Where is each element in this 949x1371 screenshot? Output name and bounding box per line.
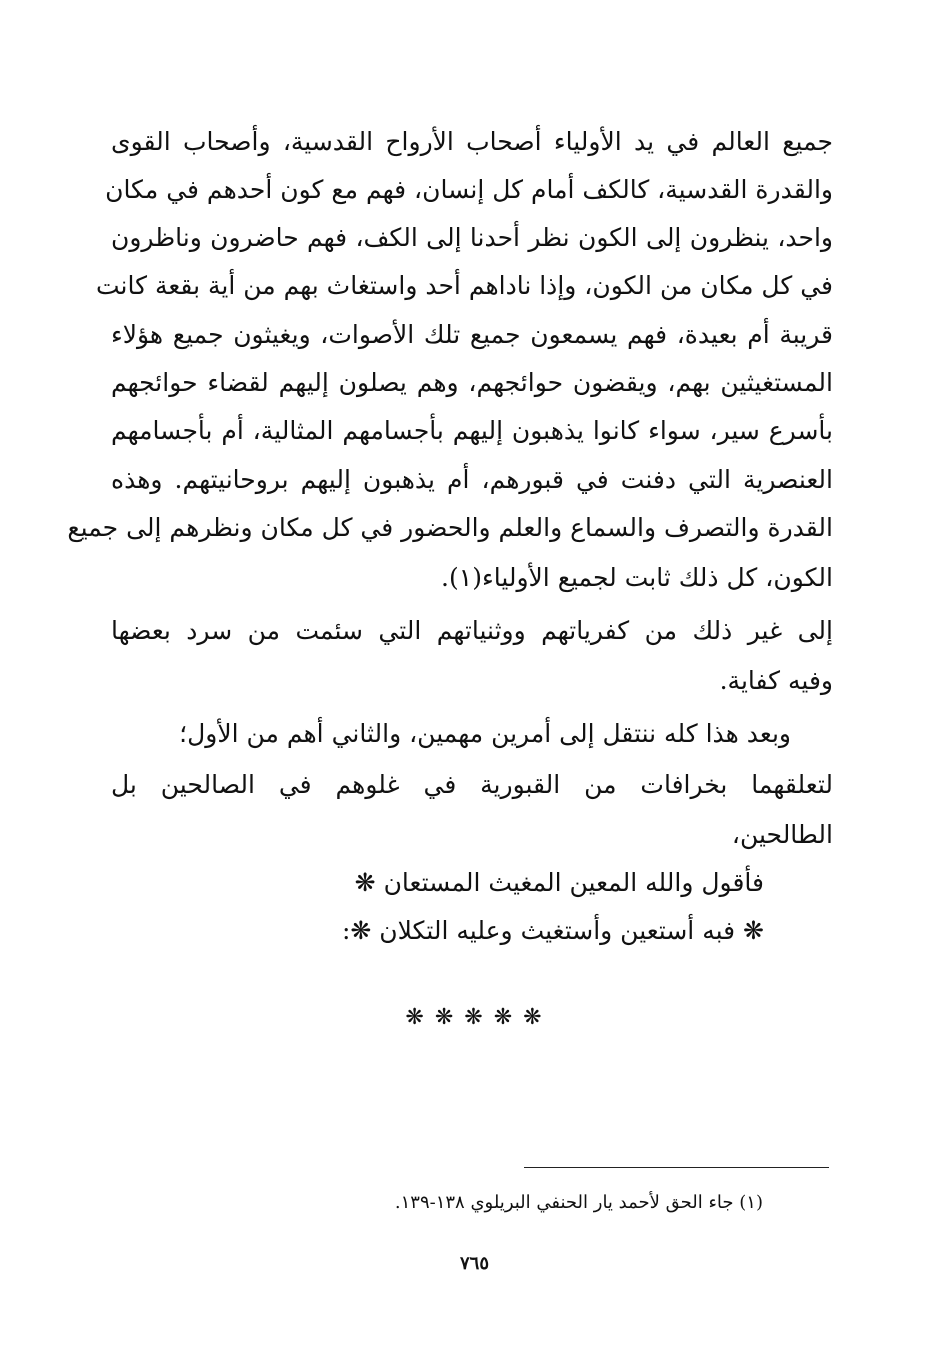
body-line: جميع العالم في يد الأولياء أصحاب الأرواح القدسية، وأصحاب القوى [111,127,833,156]
body-line: وفيه كفاية. [719,666,833,695]
body-line: واحد، ينظرون إلى الكون نظر أحدنا إلى الكف، فهم حاضرون وناظرون [111,223,833,252]
verse-line: ❋ فبه أستعين وأستغيث وعليه التكلان ❋: [341,916,764,945]
body-line: إلى غير ذلك من كفرياتهم ووثنياتهم التي سئمت من سرد بعضها [111,616,833,645]
body-line: قريبة أم بعيدة، فهم يسمعون جميع تلك الأصوات، ويغيثون جميع هؤلاء [111,320,833,349]
section-separator: ❋ ❋ ❋ ❋ ❋ [405,1005,544,1030]
body-line: والقدرة القدسية، كالكف أمام كل إنسان، فهم مع كون أحدهم في مكان [105,175,833,204]
body-line: لتعلقهما بخرافات من القبورية في غلوهم في الصالحين بل [111,770,833,799]
body-line: الطالحين، [731,820,833,849]
page-number: ٧٦٥ [459,1253,489,1274]
verse-line: فأقول والله المعين المغيث المستعان ❋ [354,868,764,897]
body-line: بأسرع سير، سواء كانوا يذهبون إليهم بأجسامهم المثالية، أم بأجسامهم [111,416,833,445]
body-line: المستغيثين بهم، ويقضون حوائجهم، وهم يصلون إليهم لقضاء حوائجهم [111,368,833,397]
footnote: (١) جاء الحق لأحمد يار الحنفي البريلوي ١٣٨-١٣٩. [394,1192,763,1213]
body-line: القدرة والتصرف والسماع والعلم والحضور في كل مكان ونظرهم إلى جميع [67,513,833,542]
body-line: الكون، كل ذلك ثابت لجميع الأولياء(١). [441,563,833,592]
body-line: العنصرية التي دفنت في قبورهم، أم يذهبون إليهم بروحانيتهم. وهذه [111,465,833,494]
footnote-divider [524,1167,829,1168]
body-line: وبعد هذا كله ننتقل إلى أمرين مهمين، والثاني أهم من الأول؛ [179,719,791,748]
body-line: في كل مكان من الكون، وإذا ناداهم أحد واستغاث بهم من أية بقعة كانت [96,271,833,300]
